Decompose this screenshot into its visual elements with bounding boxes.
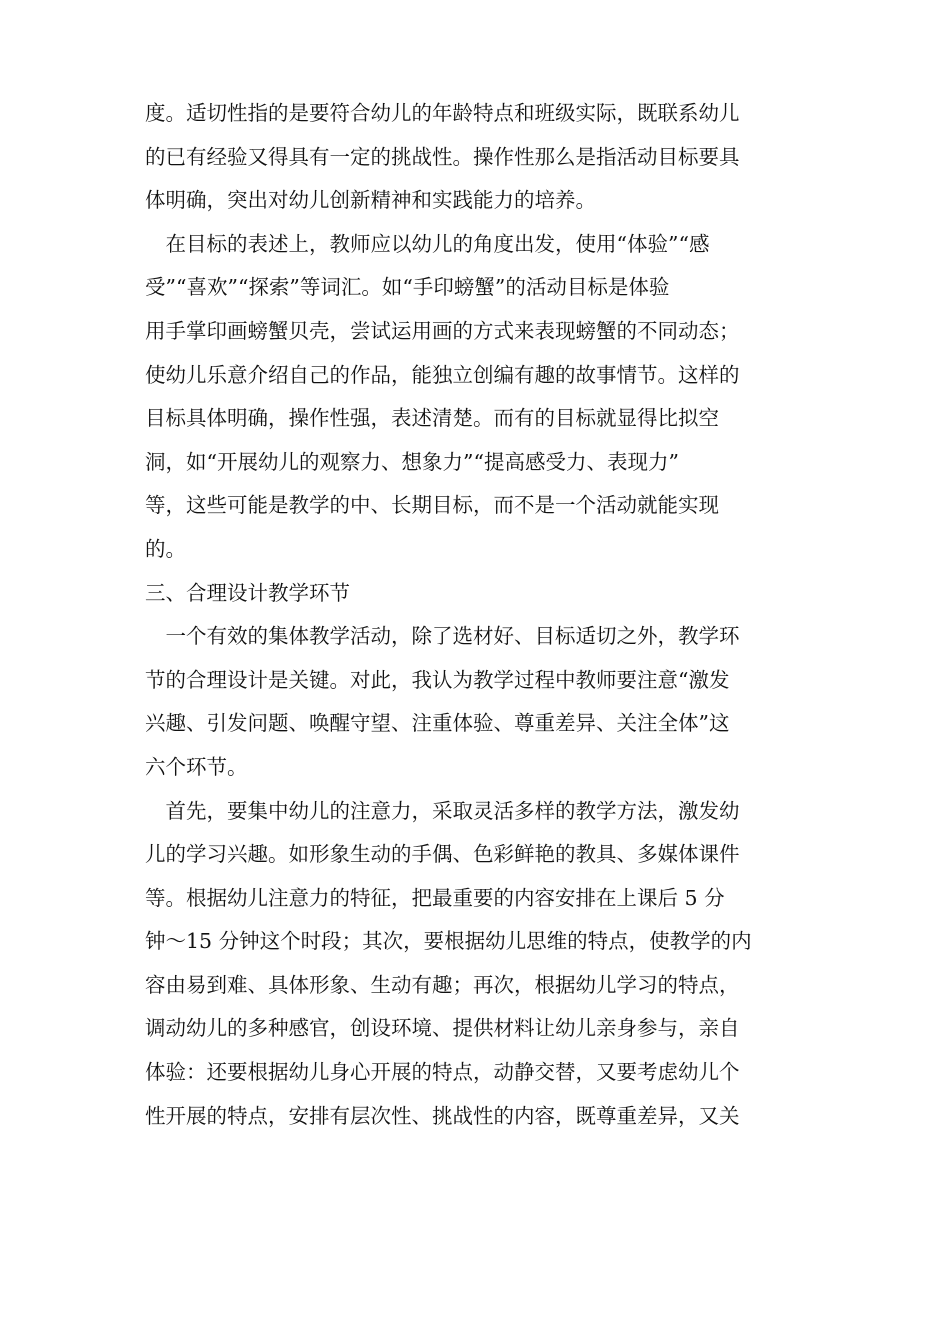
text-line: 一个有效的集体教学活动，除了选材好、目标适切之外，教学环: [145, 624, 740, 649]
text-line: 首先，要集中幼儿的注意力，采取灵活多样的教学方法，激发幼: [145, 798, 740, 823]
text-line: 节的合理设计是关键。对此，我认为教学过程中教师要注意“激发: [145, 667, 730, 692]
section-heading: 三、合理设计教学环节: [145, 580, 350, 605]
text-line: 儿的学习兴趣。如形象生动的手偶、色彩鲜艳的教具、多媒体课件: [145, 842, 740, 867]
text-line: 受”“喜欢”“探索”等词汇。如“手印螃蟹”的活动目标是体验: [145, 275, 670, 300]
text-line: 容由易到难、具体形象、生动有趣；再次，根据幼儿学习的特点，: [145, 972, 740, 997]
text-line: 兴趣、引发问题、唤醒守望、注重体验、尊重差异、关注全体”这: [145, 711, 730, 736]
text-line: 在目标的表述上，教师应以幼儿的角度出发，使用“体验”“感: [145, 231, 710, 256]
text-line: 性开展的特点，安排有层次性、挑战性的内容，既尊重差异，又关: [145, 1103, 740, 1128]
text-line: 度。适切性指的是要符合幼儿的年龄特点和班级实际，既联系幼儿: [145, 101, 740, 125]
text-line: 体明确，突出对幼儿创新精神和实践能力的培养。: [145, 188, 596, 213]
text-line: 用手掌印画螃蟹贝壳，尝试运用画的方式来表现螃蟹的不同动态；: [145, 318, 740, 343]
text-line: 的已有经验又得具有一定的挑战性。操作性那么是指活动目标要具: [145, 144, 740, 169]
text-line: 六个环节。: [145, 754, 248, 779]
text-line: 钟～15 分钟这个时段；其次，要根据幼儿思维的特点，使教学的内: [145, 929, 752, 954]
body-text: [145, 92, 810, 1138]
text-line: 的。: [145, 536, 186, 561]
text-line: 洞，如“开展幼儿的观察力、想象力”“提高感受力、表现力”: [145, 449, 679, 474]
text-line: 使幼儿乐意介绍自己的作品，能独立创编有趣的故事情节。这样的: [145, 362, 740, 387]
text-line: 调动幼儿的多种感官，创设环境、提供材料让幼儿亲身参与，亲自: [145, 1016, 740, 1041]
text-line: 体验：还要根据幼儿身心开展的特点，动静交替，又要考虑幼儿个: [145, 1060, 740, 1085]
text-line: 等。根据幼儿注意力的特征，把最重要的内容安排在上课后 5 分: [145, 885, 725, 910]
text-line: 目标具体明确，操作性强，表述清楚。而有的目标就显得比拟空: [145, 406, 719, 431]
text-line: 等，这些可能是教学的中、长期目标，而不是一个活动就能实现: [145, 493, 719, 518]
